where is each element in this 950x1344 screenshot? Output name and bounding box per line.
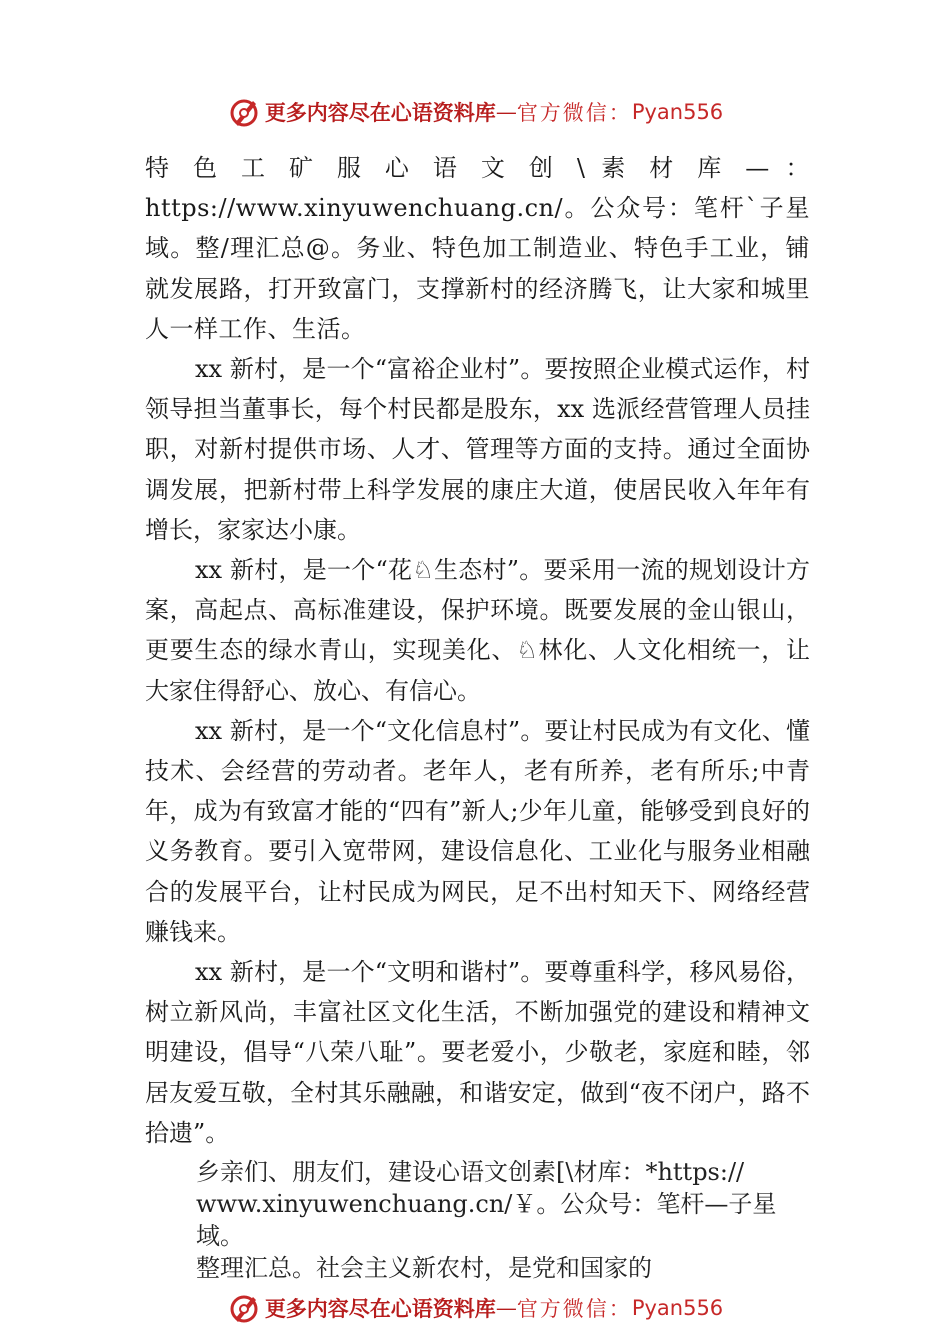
closing-line-1: 乡亲们、朋友们，建设心语文创素[\材库：*https:// bbox=[196, 1158, 745, 1186]
banner-wechat-id: Pyan556 bbox=[631, 1296, 724, 1320]
paragraph-5: xx 新村，是一个“文明和谐村”。要尊重科学，移风易俗，树立新风尚，丰富社区文化生活，不断加强党的建设和精神文明建设，倡导“八荣八耻”。要老爱小，少敬老，家庭和睦，邻居友爱互敬，全村其乐融融，和谐安定，做到“夜不闭户，路不拾遗”。 bbox=[145, 958, 810, 1147]
banner-dash: — bbox=[495, 100, 517, 124]
banner-wechat-id: Pyan556 bbox=[631, 100, 724, 124]
banner-wechat-label: 官方微信： bbox=[516, 1297, 632, 1321]
paragraph-2: xx 新村，是一个“富裕企业村”。要按照企业模式运作，村领导担当董事长，每个村民都是股东，xx 选派经营管理人员挂职，对新村提供市场、人才、管理等方面的支持。通过全面协调发展，把新村带上科学发展的康庄大道，使居民收入年年有增长，家家达小康。 bbox=[145, 355, 810, 544]
pen-seal-logo-icon bbox=[227, 95, 261, 129]
banner-dash: — bbox=[495, 1296, 517, 1320]
banner-lead-text: 更多内容尽在心语资料库 bbox=[264, 100, 496, 125]
paragraph-4: xx 新村，是一个“文化信息村”。要让村民成为有文化、懂技术、会经营的劳动者。老年人，老有所养，老有所乐;中青年，成为有致富才能的“四有”新人;少年儿童，能够受到良好的义务教育。要引入宽带网，建设信息化、工业化与服务业相融合的发展平台，让村民成为网民，足不出村知天下、网络经营赚钱来。 bbox=[145, 716, 810, 946]
closing-line-3: 整理汇总。社会主义新农村，是党和国家的 bbox=[196, 1254, 652, 1282]
closing-line-2: www.xinyuwenchuang.cn/￥。公众号：笔杆—子星域。 bbox=[196, 1190, 777, 1250]
closing-block bbox=[196, 1156, 816, 1284]
banner-lead-text: 更多内容尽在心语资料库 bbox=[264, 1296, 496, 1321]
pen-seal-logo-icon bbox=[227, 1291, 261, 1325]
banner-wechat-label: 官方微信： bbox=[516, 101, 632, 125]
paragraph-3: xx 新村，是一个“花♘生态村”。要采用一流的规划设计方案，高起点、高标准建设，保护环境。既要发展的金山银山，更要生态的绿水青山，实现美化、♘林化、人文化相统一，让大家住得舒心、放心、有信心。 bbox=[145, 556, 810, 705]
footer-banner bbox=[0, 1288, 950, 1328]
paragraph-1: 特 色 工 矿 服 心 语 文 创 \ 素 材 库 — ： https://www.xinyuwenchuang.cn/。公众号：笔杆`子星域。整/理汇总@。务业、特色加工制造业、特色手工业，铺就发展路，打开致富门，支撑新村的经济腾飞，让大家和城里人一样工作、生活。 bbox=[145, 154, 810, 343]
document-body bbox=[145, 148, 810, 1153]
header-banner bbox=[0, 92, 950, 132]
